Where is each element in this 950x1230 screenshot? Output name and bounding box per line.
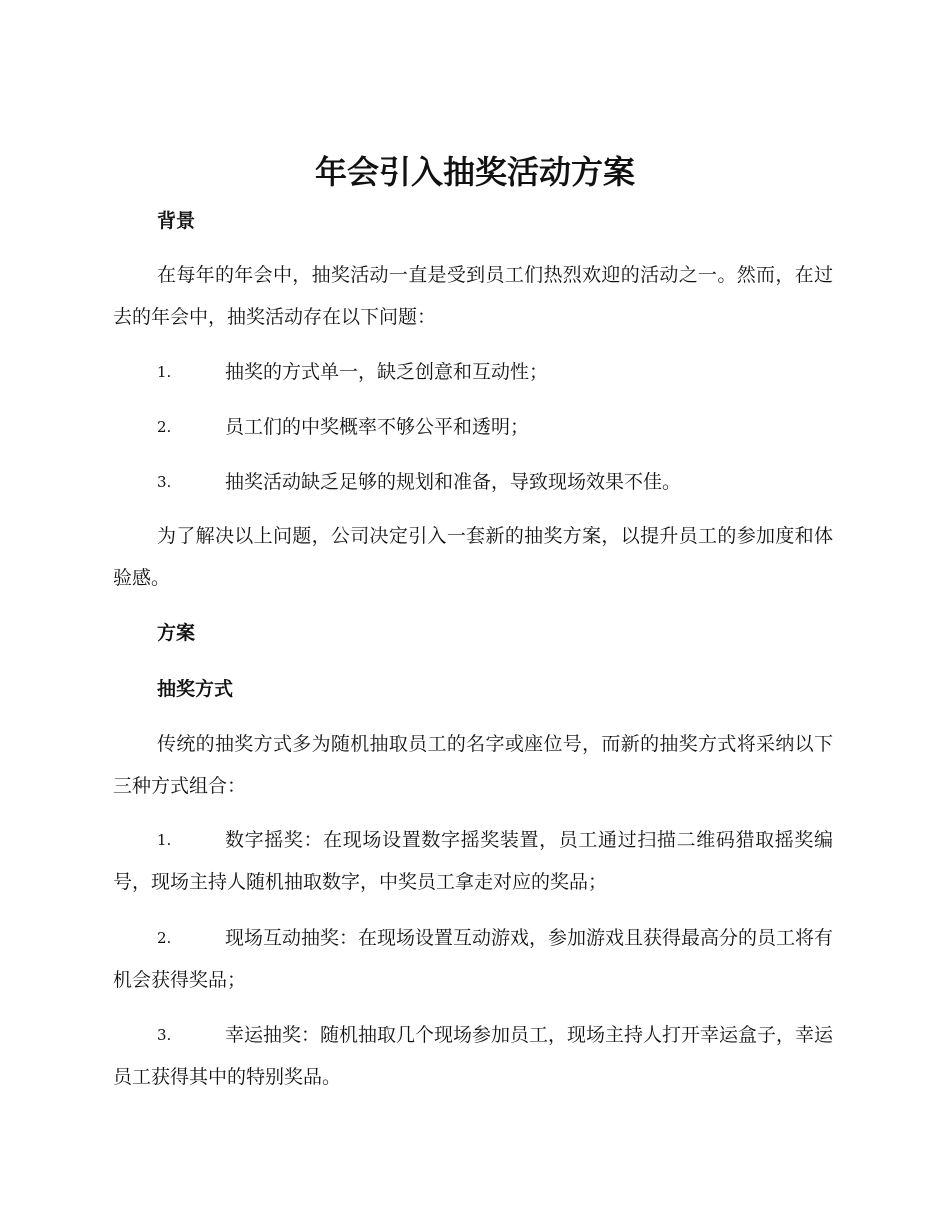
- list-item-number: 3.: [157, 473, 172, 491]
- subsection-heading-method: 抽奖方式: [157, 678, 234, 700]
- list-item: [113, 351, 833, 393]
- list-item: [113, 917, 833, 1001]
- list-item-text: 幸运抽奖：随机抽取几个现场参加员工，现场主持人打开幸运盒子，幸运员工获得其中的特别奖品。: [113, 1024, 834, 1088]
- list-item: [113, 819, 833, 903]
- section-heading-plan: 方案: [157, 622, 196, 644]
- list-item-text: 抽奖的方式单一，缺乏创意和互动性；: [225, 361, 549, 383]
- list-item-text: 现场互动抽奖：在现场设置互动游戏，参加游戏且获得最高分的员工将有机会获得奖品；: [113, 927, 834, 991]
- background-conclusion-paragraph: 为了解决以上问题，公司决定引入一套新的抽奖方案，以提升员工的参加度和体验感。: [113, 525, 833, 589]
- list-item-text: 抽奖活动缺乏足够的规划和准备，导致现场效果不佳。: [225, 471, 682, 493]
- list-item: [113, 1014, 833, 1098]
- list-item-text: 员工们的中奖概率不够公平和透明；: [225, 416, 530, 438]
- list-item-number: 3.: [157, 1026, 172, 1044]
- list-item-number: 2.: [157, 418, 172, 436]
- list-item-number: 2.: [157, 929, 172, 947]
- method-intro-paragraph: 传统的抽奖方式多为随机抽取员工的名字或座位号，而新的抽奖方式将采纳以下三种方式组合：: [113, 733, 833, 797]
- list-item-number: 1.: [157, 831, 172, 849]
- document-title: 年会引入抽奖活动方案: [314, 153, 635, 191]
- list-item: [113, 406, 833, 448]
- background-intro-paragraph: 在每年的年会中，抽奖活动一直是受到员工们热烈欢迎的活动之一。然而，在过去的年会中，抽奖活动存在以下问题：: [113, 264, 833, 328]
- list-item-text: 数字摇奖：在现场设置数字摇奖装置，员工通过扫描二维码猎取摇奖编号，现场主持人随机抽取数字，中奖员工拿走对应的奖品；: [113, 829, 833, 893]
- list-item: [113, 461, 833, 503]
- section-heading-background: 背景: [157, 210, 196, 232]
- list-item-number: 1.: [157, 363, 172, 381]
